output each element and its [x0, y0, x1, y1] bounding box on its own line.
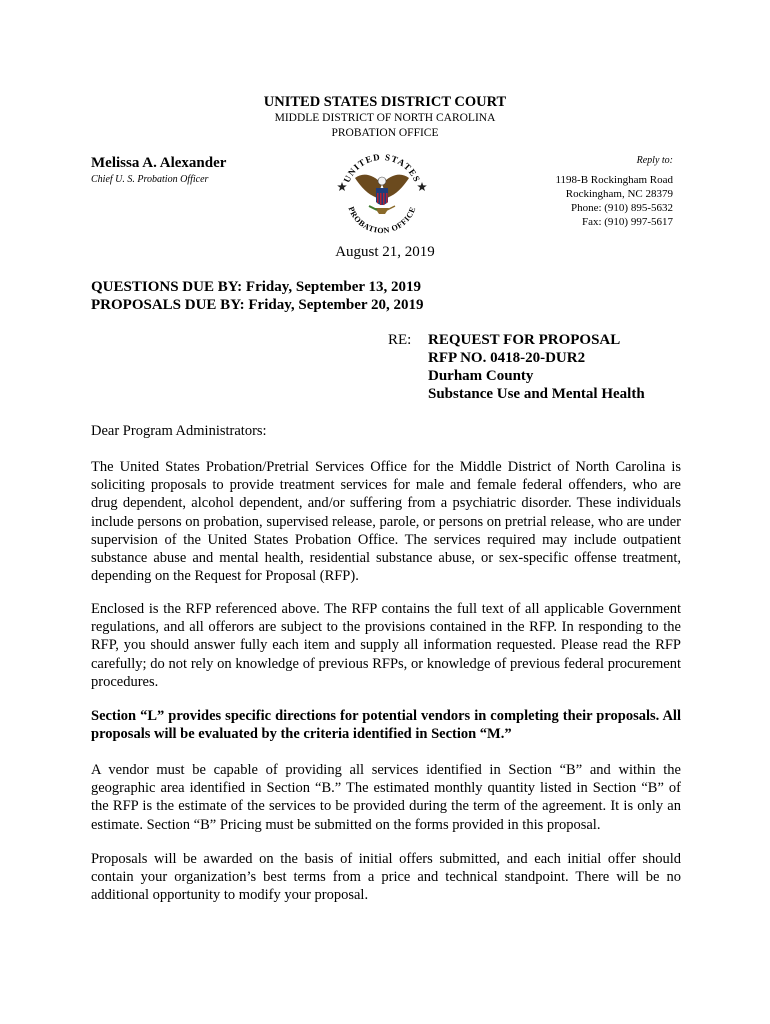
- body-paragraph: Proposals will be awarded on the basis of initial offers submitted, and each initial offer should contain your organization’s best terms from a price and technical standpoint. There will be no additional opportunity to modify your proposal.: [91, 851, 681, 904]
- reply-fax: Fax: (910) 997-5617: [581, 216, 673, 228]
- salutation: Dear Program Administrators:: [91, 423, 267, 439]
- re-line: Durham County: [428, 368, 534, 384]
- re-line: REQUEST FOR PROPOSAL: [428, 332, 621, 348]
- questions-due-date: QUESTIONS DUE BY: Friday, September 13, 2019: [91, 279, 422, 295]
- seal-bottom-text: PROBATION OFFICE: [346, 205, 418, 236]
- court-title: UNITED STATES DISTRICT COURT: [263, 94, 507, 110]
- body-paragraph: A vendor must be capable of providing all services identified in Section “B” and within the geographic area identified in Section “B.” The estimated monthly quantity listed in Section “B” of the RFP is the estimate of the services to be provided during the term of the agreement. It is only an estimate. Section “B” Pricing must be submitted on the forms provided in this proposal.: [91, 762, 681, 833]
- district-name: MIDDLE DISTRICT OF NORTH CAROLINA: [274, 112, 496, 124]
- sender-title: Chief U. S. Probation Officer: [91, 174, 209, 185]
- reply-to-label: Reply to:: [636, 155, 673, 166]
- proposals-due-date: PROPOSALS DUE BY: Friday, September 20, 2019: [91, 297, 424, 313]
- office-name: PROBATION OFFICE: [331, 127, 439, 139]
- re-label: RE:: [388, 332, 412, 348]
- reply-address-line: 1198-B Rockingham Road: [555, 174, 673, 186]
- re-line: RFP NO. 0418-20-DUR2: [428, 350, 586, 366]
- reply-phone: Phone: (910) 895-5632: [570, 202, 673, 214]
- body-paragraph: The United States Probation/Pretrial Services Office for the Middle District of North Carolina is soliciting proposals to provide treatment services for male and female federal offenders, who are drug dependent, alcohol dependent, and/or suffering from a psychiatric disorder. These individuals include persons on probation, supervised release, parole, or persons on pretrial release, who are under supervision of the United States Probation Office. The services required may include outpatient substance abuse and mental health, residential substance abuse, or sex-specific offense treatment, depending on the Request for Proposal (RFP).: [91, 459, 681, 585]
- star-icon: [337, 182, 347, 191]
- sender-name: Melissa A. Alexander: [91, 155, 227, 171]
- eagle-icon: [355, 175, 409, 214]
- seal-top-text: UNITED STATES: [341, 151, 423, 185]
- reply-address-line: Rockingham, NC 28379: [565, 188, 673, 200]
- body-paragraph-emphasis: Section “L” provides specific directions for potential vendors in completing their proposals. All proposals will be evaluated by the criteria identified in Section “M.”: [91, 708, 681, 743]
- star-icon: [417, 182, 427, 191]
- letter-date: August 21, 2019: [335, 244, 435, 260]
- probation-office-seal: [333, 148, 431, 238]
- body-paragraph: Enclosed is the RFP referenced above. The RFP contains the full text of all applicable Government regulations, and all offerors are subject to the provisions contained in the RFP. In responding to the RFP, you should answer fully each item and supply all information requested. Please read the RFP carefully; do not rely on knowledge of previous RFPs, or knowledge of previous federal procurement procedures.: [91, 601, 681, 690]
- re-line: Substance Use and Mental Health: [428, 386, 645, 402]
